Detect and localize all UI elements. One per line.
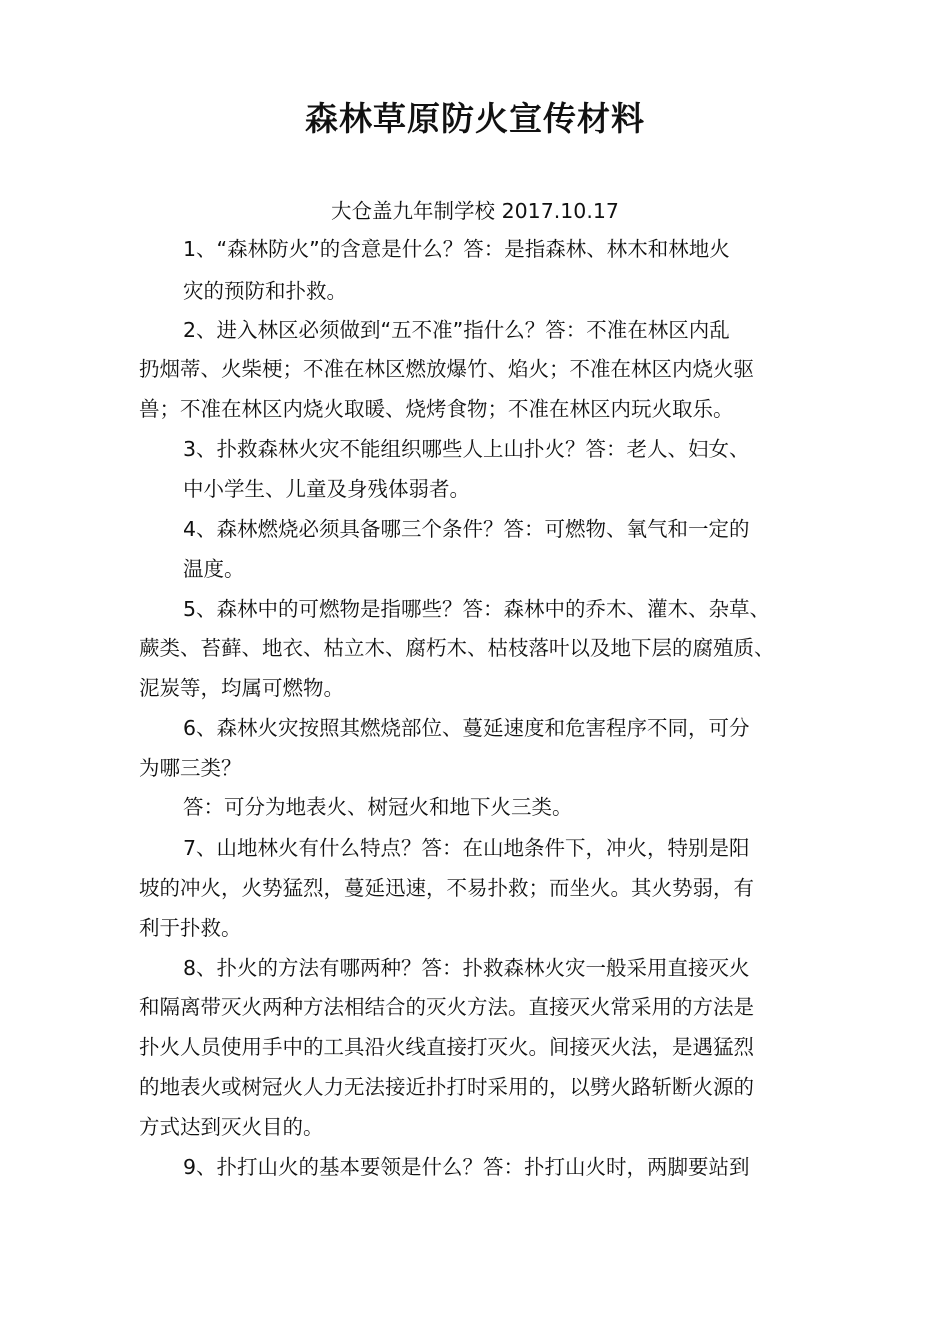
text-line: 利于扑救。	[139, 916, 242, 940]
text-line: 为哪三类？	[139, 756, 242, 780]
text-line: 8、扑火的方法有哪两种？答：扑救森林火灾一般采用直接灭火	[183, 956, 750, 980]
text-line: 和隔离带灭火两种方法相结合的灭火方法。直接灭火常采用的方法是	[139, 995, 754, 1019]
text-line: 9、扑打山火的基本要领是什么？答：扑打山火时，两脚要站到	[183, 1155, 750, 1179]
text-line: 中小学生、儿童及身残体弱者。	[183, 477, 470, 501]
text-line: 坡的冲火，火势猛烈，蔓延迅速，不易扑救；而坐火。其火势弱，有	[139, 876, 754, 900]
text-line: 温度。	[183, 557, 245, 581]
text-line: 的地表火或树冠火人力无法接近扑打时采用的，以劈火路斩断火源的	[139, 1075, 754, 1099]
text-line: 3、扑救森林火灾不能组织哪些人上山扑火？答：老人、妇女、	[183, 437, 750, 461]
text-line: 4、森林燃烧必须具备哪三个条件？答：可燃物、氧气和一定的	[183, 517, 750, 541]
text-line: 6、森林火灾按照其燃烧部位、蔓延速度和危害程序不同，可分	[183, 716, 750, 740]
document-title: 森林草原防火宣传材料	[305, 99, 645, 138]
text-line: 灾的预防和扑救。	[183, 279, 347, 303]
text-line: 扔烟蒂、火柴梗；不准在林区燃放爆竹、焰火；不准在林区内烧火驱	[139, 357, 754, 381]
text-line: 5、森林中的可燃物是指哪些？答：森林中的乔木、灌木、杂草、	[183, 597, 771, 621]
text-line: 2、进入林区必须做到“五不准”指什么？答：不准在林区内乱	[183, 318, 730, 342]
text-line: 泥炭等，均属可燃物。	[139, 676, 344, 700]
text-line: 兽；不准在林区内烧火取暖、烧烤食物；不准在林区内玩火取乐。	[139, 397, 734, 421]
text-line: 答：可分为地表火、树冠火和地下火三类。	[183, 795, 573, 819]
text-line: 7、山地林火有什么特点？答：在山地条件下，冲火，特别是阳	[183, 836, 750, 860]
text-line: 蕨类、苔藓、地衣、枯立木、腐朽木、枯枝落叶以及地下层的腐殖质、	[139, 636, 775, 660]
text-line: 方式达到灭火目的。	[139, 1115, 324, 1139]
document-subtitle: 大仓盖九年制学校 2017.10.17	[331, 199, 619, 223]
text-line: 1、“森林防火”的含意是什么？答：是指森林、林木和林地火	[183, 237, 730, 261]
text-line: 扑火人员使用手中的工具沿火线直接打灭火。间接灭火法，是遇猛烈	[139, 1035, 754, 1059]
